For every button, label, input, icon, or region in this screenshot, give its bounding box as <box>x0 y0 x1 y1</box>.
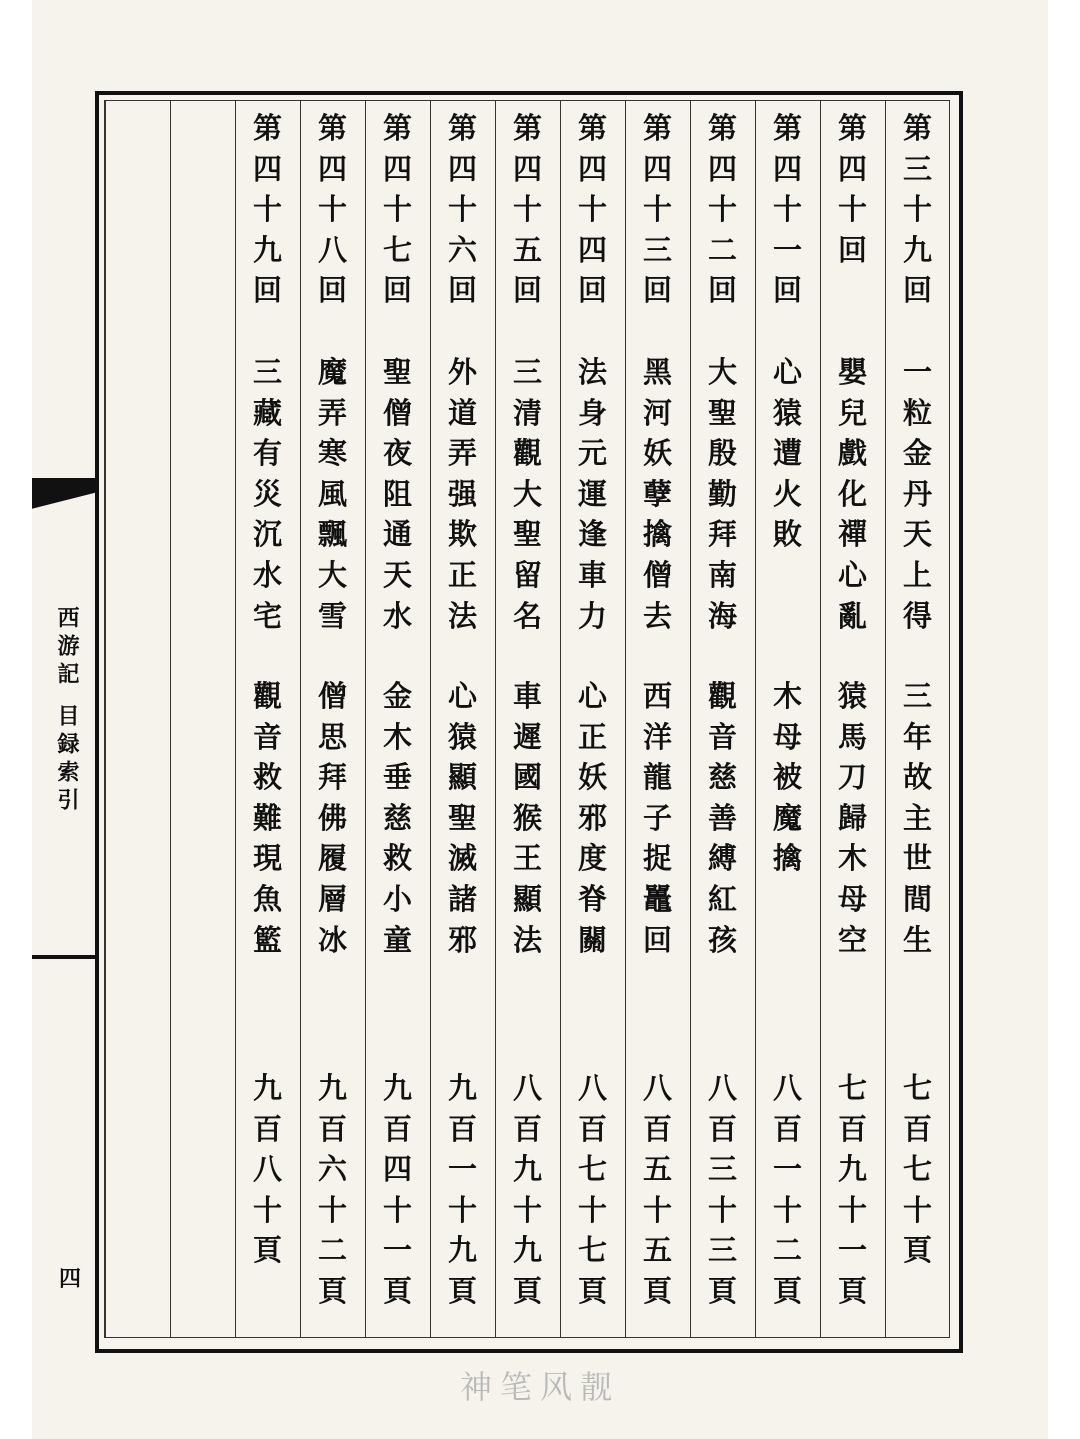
toc-line2: 心 猿 顯 聖 滅 諸 邪 <box>447 679 477 957</box>
toc-entry <box>105 108 170 1333</box>
toc-page: 七 百 七 十 頁 <box>902 1071 932 1268</box>
toc-line1: 三 清 觀 大 聖 留 名 <box>512 355 542 633</box>
toc-page: 九 百 八 十 頁 <box>252 1071 282 1268</box>
toc-entry <box>755 108 820 1333</box>
toc-line1: 心 猿 遭 火 敗 <box>772 355 802 552</box>
toc-line1: 黑 河 妖 孽 擒 僧 去 <box>642 355 672 633</box>
toc-entry <box>170 108 235 1333</box>
gutter-divider <box>32 955 98 959</box>
toc-page: 八 百 九 十 九 頁 <box>512 1071 542 1308</box>
toc-chapter: 第 四 十 五 回 <box>512 111 542 308</box>
toc-entry <box>430 108 495 1333</box>
toc-chapter: 第 四 十 七 回 <box>382 111 412 308</box>
toc-page: 八 百 一 十 二 頁 <box>772 1071 802 1308</box>
toc-entry <box>235 108 300 1333</box>
toc-page: 八 百 三 十 三 頁 <box>707 1071 737 1308</box>
toc-line2: 木 母 被 魔 擒 <box>772 679 802 876</box>
toc-line2: 西 洋 龍 子 捉 鼉 回 <box>642 679 672 957</box>
page-number: 四 <box>58 1266 81 1292</box>
toc-page: 九 百 一 十 九 頁 <box>447 1071 477 1308</box>
toc-chapter: 第 四 十 八 回 <box>317 111 347 308</box>
toc-page: 八 百 五 十 五 頁 <box>642 1071 672 1308</box>
toc-chapter: 第 四 十 回 <box>837 111 867 267</box>
watermark: 神笔风靓 <box>459 1368 620 1406</box>
toc-chapter: 第 四 十 三 回 <box>642 111 672 308</box>
toc-line2: 僧 思 拜 佛 履 層 冰 <box>317 679 347 957</box>
toc-line1: 法 身 元 運 逢 車 力 <box>577 355 607 633</box>
toc-line1: 一 粒 金 丹 天 上 得 <box>902 355 932 633</box>
section-title: 目録索引 <box>54 704 80 816</box>
toc-entry <box>495 108 560 1333</box>
toc-line2: 車 遲 國 猴 王 顯 法 <box>512 679 542 957</box>
toc-line2: 猿 馬 刀 歸 木 母 空 <box>837 679 867 957</box>
toc-chapter: 第 三 十 九 回 <box>902 111 932 308</box>
toc-line2: 觀 音 慈 善 縛 紅 孩 <box>707 679 737 957</box>
toc-page: 九 百 六 十 二 頁 <box>317 1071 347 1308</box>
toc-entry <box>690 108 755 1333</box>
toc-line1: 三 藏 有 災 沉 水 宅 <box>252 355 282 633</box>
toc-chapter: 第 四 十 二 回 <box>707 111 737 308</box>
toc-line2: 心 正 妖 邪 度 脊 關 <box>577 679 607 957</box>
toc-chapter: 第 四 十 九 回 <box>252 111 282 308</box>
toc-line1: 大 聖 殷 勤 拜 南 海 <box>707 355 737 633</box>
book-title: 西游記 <box>54 606 80 690</box>
toc-chapter: 第 四 十 六 回 <box>447 111 477 308</box>
toc-page: 七 百 九 十 一 頁 <box>837 1071 867 1308</box>
toc-entry <box>625 108 690 1333</box>
toc-line1: 聖 僧 夜 阻 通 天 水 <box>382 355 412 633</box>
toc-entry <box>300 108 365 1333</box>
toc-line2: 三 年 故 主 世 間 生 <box>902 679 932 957</box>
toc-line2: 觀 音 救 難 現 魚 籃 <box>252 679 282 957</box>
toc-line1: 外 道 弄 强 欺 正 法 <box>447 355 477 633</box>
toc-page: 八 百 七 十 七 頁 <box>577 1071 607 1308</box>
toc-chapter: 第 四 十 一 回 <box>772 111 802 308</box>
gutter-text <box>44 606 90 816</box>
toc-entry <box>560 108 625 1333</box>
toc-line2: 金 木 垂 慈 救 小 童 <box>382 679 412 957</box>
toc-line1: 嬰 兒 戲 化 禪 心 亂 <box>837 355 867 633</box>
toc-page: 九 百 四 十 一 頁 <box>382 1071 412 1308</box>
toc-chapter: 第 四 十 四 回 <box>577 111 607 308</box>
toc-line1: 魔 弄 寒 風 飄 大 雪 <box>317 355 347 633</box>
toc-entry <box>820 108 885 1333</box>
toc-entry <box>365 108 430 1333</box>
toc-entry <box>885 108 950 1333</box>
